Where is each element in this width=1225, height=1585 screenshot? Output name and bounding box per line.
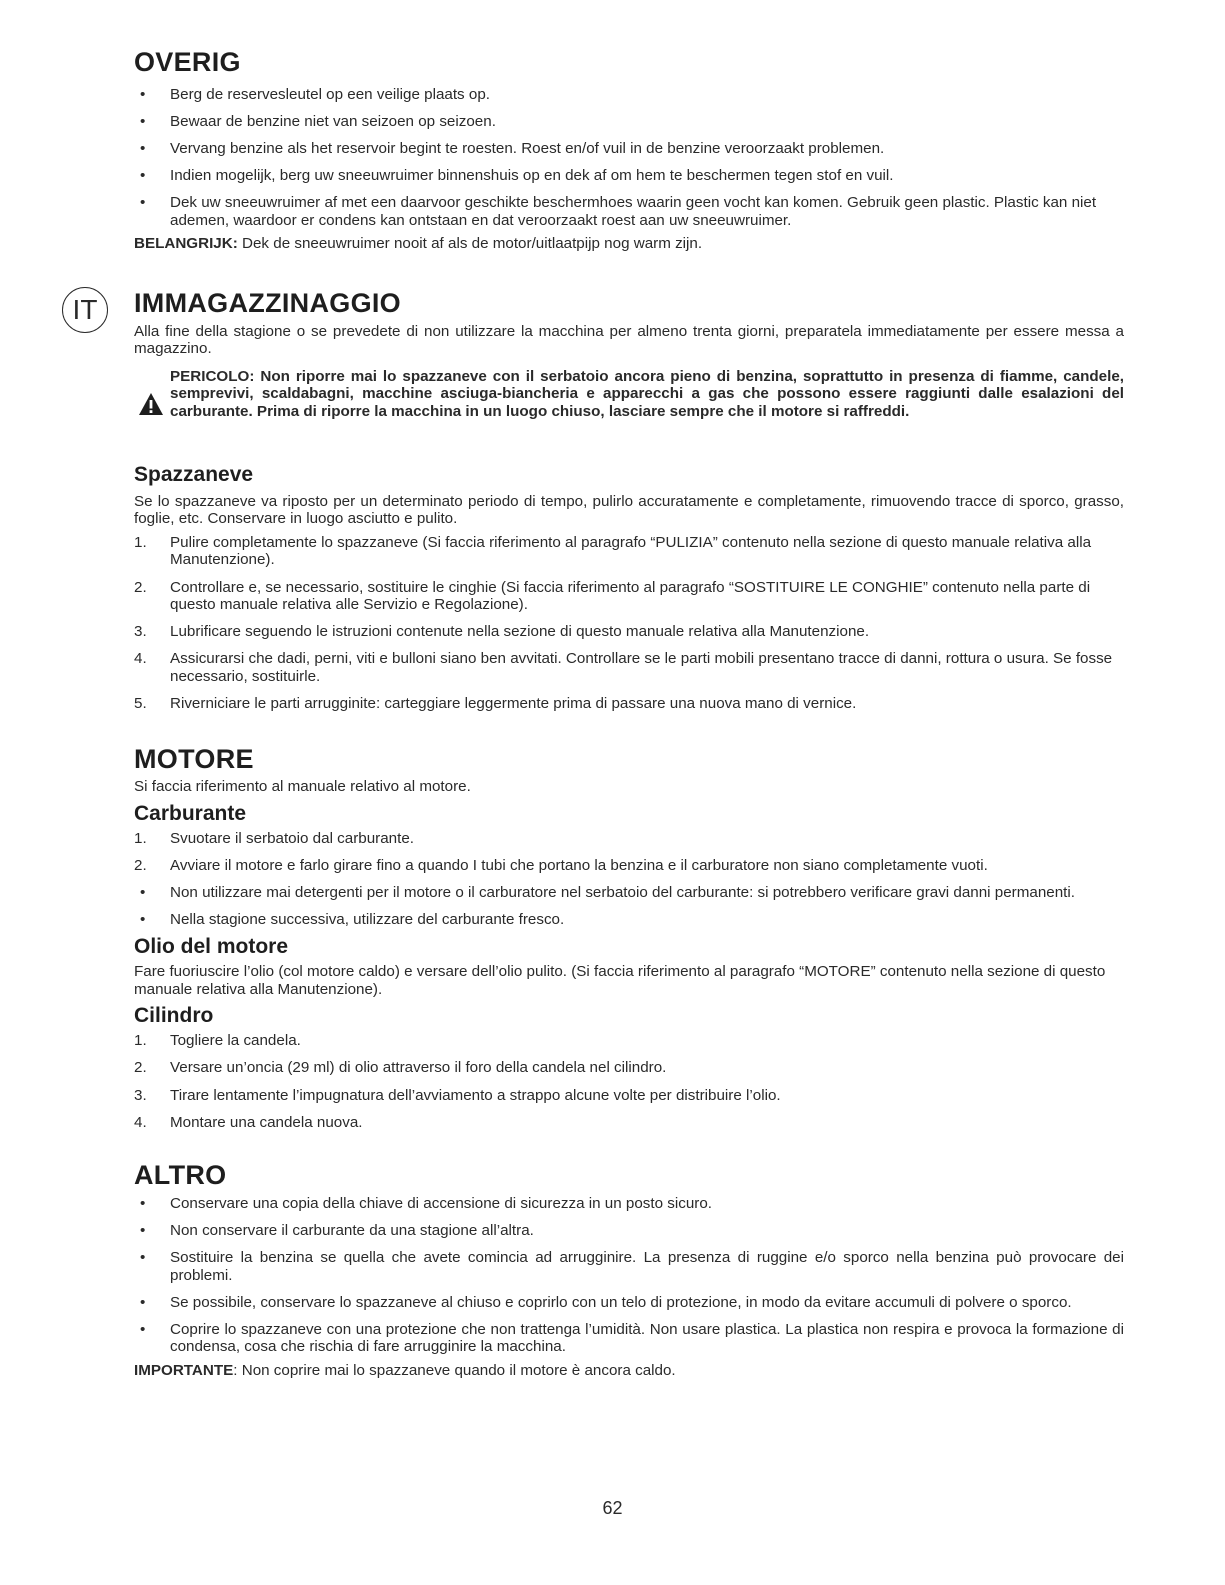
subsection-title: Carburante [134, 801, 247, 825]
warning-icon [138, 392, 164, 416]
danger-text: PERICOLO: Non riporre mai lo spazzaneve con il serbatoio ancora pieno di benzina, soprattutto in presenza di fiamme, candele, semprevivi, scaldabagni, macchine asciuga-biancheria e apparecchi a gas che possono essere raggiunti dalle esalazioni del carburante. Prima di riporre la macchina in un luogo chiuso, lasciare sempre che il motore si raffreddi. [170, 367, 1124, 420]
list-item: 2. Avviare il motore e farlo girare fino a quando I tubi che portano la benzina e il carburatore non siano completamente vuoti. [134, 857, 988, 875]
list-item: 4. Montare una candela nuova. [134, 1113, 363, 1131]
list-item: 3. Lubrificare seguendo le istruzioni contenute nella sezione di questo manuale relativa alla Manutenzione. [134, 623, 870, 641]
section-spazzaneve [134, 463, 1124, 713]
page-number: 62 [602, 1498, 623, 1518]
list-item: • Vervang benzine als het reservoir begint te roesten. Roest en/of vuil in de benzine veroorzaakt problemen. [140, 139, 885, 157]
section-overig [134, 48, 1124, 253]
list-item: 1. Togliere la candela. [134, 1032, 301, 1050]
section-olio [134, 935, 1124, 998]
list-item: • Berg de reservesleutel op een veilige plaats op. [140, 85, 490, 103]
list-item: • Se possibile, conservare lo spazzaneve al chiuso e coprirlo con un telo di protezione, in modo da evitare accumuli di polvere o sporco. [140, 1293, 1072, 1311]
subsection-title: Cilindro [134, 1004, 214, 1028]
list-item: 5. Riverniciare le parti arrugginite: carteggiare leggermente prima di passare una nuova mano di vernice. [134, 694, 857, 712]
section-motore [134, 745, 1124, 796]
list-item: 2. Versare un’oncia (29 ml) di olio attraverso il foro della candela nel cilindro. [134, 1059, 667, 1077]
list-item: 1. Pulire completamente lo spazzaneve (Si faccia riferimento al paragrafo “PULIZIA” contenuto nella sezione di questo manuale relativa alla Manutenzione). [134, 533, 1092, 569]
danger-block [134, 368, 1124, 421]
section-immagazzinaggio [72, 287, 1124, 421]
numbered-list [134, 1032, 1124, 1131]
numbered-list [134, 830, 1124, 875]
list-item: 1. Svuotare il serbatoio dal carburante. [134, 830, 414, 847]
bullet-list [134, 86, 1124, 230]
list-item: • Dek uw sneeuwruimer af met een daarvoor geschikte beschermhoes waarin geen vocht kan komen. Gebruik geen plastic. Plastic kan niet ademen, waardoor er condens kan ontstaan en dat veroorzaakt roest aan uw sneeuwruimer. [140, 194, 1097, 229]
section-title: ALTRO [134, 1160, 227, 1191]
body-text: Fare fuoriuscire l’olio (col motore caldo) e versare dell’olio pulito. (Si faccia riferimento al paragrafo “MOTORE” contenuto nella sezione di questo manuale relativa alla Manutenzione). [134, 963, 1106, 998]
numbered-list [134, 534, 1124, 713]
language-badge: IT [62, 287, 108, 333]
list-item: • Non utilizzare mai detergenti per il motore o il carburatore nel serbatoio del carburante: si potrebbero verificare gravi danni permanenti. [140, 884, 1075, 902]
intro-text: Si faccia riferimento al manuale relativo al motore. [134, 778, 471, 796]
list-item: • Bewaar de benzine niet van seizoen op seizoen. [140, 112, 496, 130]
list-item: • Conservare una copia della chiave di accensione di sicurezza in un posto sicuro. [140, 1194, 712, 1212]
manual-page [72, 47, 1124, 1380]
section-altro [134, 1161, 1124, 1379]
list-item: • Coprire lo spazzaneve con una protezione che non trattenga l’umidità. Non usare plastica. La plastica non respira e provoca la formazione di condensa, cosa che rischia di fare arrugginire la macchina. [140, 1320, 1124, 1356]
list-item: • Nella stagione successiva, utilizzare del carburante fresco. [140, 911, 565, 929]
section-carburante [134, 802, 1124, 929]
subsection-title: Olio del motore [134, 934, 289, 958]
bullet-list [134, 884, 1124, 929]
list-item: • Non conservare il carburante da una stagione all’altra. [140, 1222, 534, 1239]
intro-text: Alla fine della stagione o se prevedete di non utilizzare la macchina per almeno trenta giorni, preparatela immediatamente per essere messa a magazzino. [134, 322, 1124, 358]
section-title: OVERIG [134, 47, 241, 77]
list-item: 4. Assicurarsi che dadi, perni, viti e bulloni siano ben avvitati. Controllare se le parti mobili presentano tracce di danni, rottura o usura. Se fosse necessario, sostituirle. [134, 650, 1113, 685]
section-title: IMMAGAZZINAGGIO [134, 287, 401, 318]
subsection-title: Spazzaneve [134, 462, 254, 486]
important-note: BELANGRIJK: Dek de sneeuwruimer nooit af als de motor/uitlaatpijp nog warm zijn. [134, 235, 703, 253]
important-note: IMPORTANTE: Non coprire mai lo spazzaneve quando il motore è ancora caldo. [134, 1362, 676, 1380]
intro-text: Se lo spazzaneve va riposto per un determinato periodo di tempo, pulirlo accuratamente e completamente, rimuovendo tracce di sporco, grasso, foglie, etc. Conservare in luogo asciutto e pulito. [134, 492, 1124, 528]
section-title: MOTORE [134, 743, 254, 774]
list-item: • Sostituire la benzina se quella che avete comincia ad arrugginire. La presenza di ruggine e/o sporco nella benzina può provocare dei problemi. [140, 1249, 1124, 1284]
list-item: • Indien mogelijk, berg uw sneeuwruimer binnenshuis op en dek af om hem te beschermen tegen stof en vuil. [140, 166, 894, 184]
bullet-list [134, 1195, 1124, 1356]
list-item: 2. Controllare e, se necessario, sostituire le cinghie (Si faccia riferimento al paragrafo “SOSTITUIRE LE CONGHIE” contenuto nella parte di questo manuale relativa alle Servizio e Regolazione). [134, 578, 1091, 614]
list-item: 3. Tirare lentamente l’impugnatura dell’avviamento a strappo alcune volte per distribuire l’olio. [134, 1086, 781, 1104]
section-cilindro [134, 1004, 1124, 1131]
